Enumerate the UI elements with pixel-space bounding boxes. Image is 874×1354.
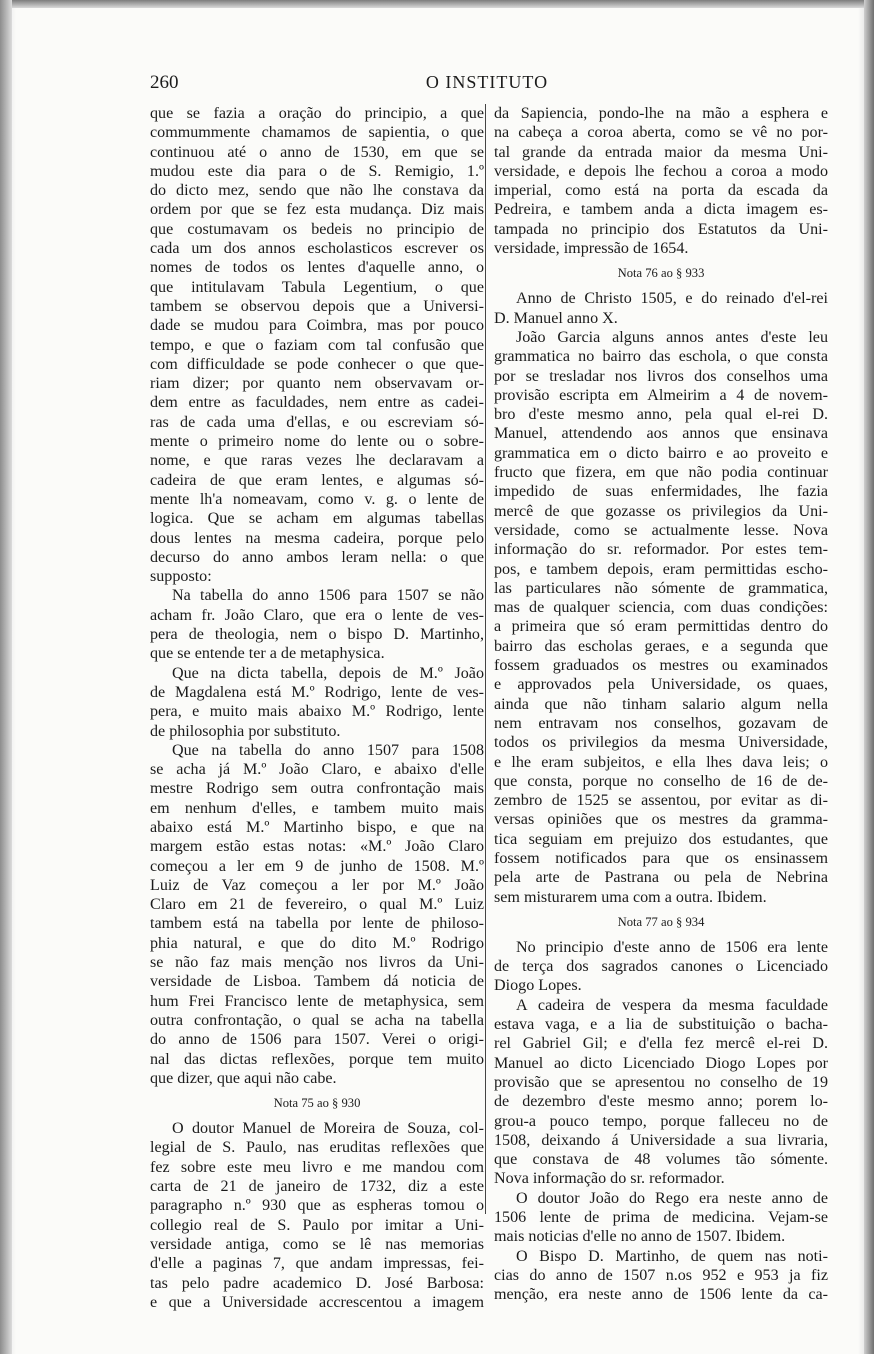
- text-line: Que na tabella do anno 1507 para 1508: [172, 741, 484, 759]
- text-line: começou a ler em 9 de junho de 1508. M.º: [150, 857, 484, 875]
- paragraph: [494, 996, 828, 1189]
- text-line: bro d'este mesmo anno, pela qual el-rei D.: [494, 406, 828, 424]
- text-line: Nova informação do sr. reformador.: [494, 1170, 725, 1188]
- text-line: rel Gabriel Gil; e d'ella fez mercê el-rei D.: [494, 1035, 828, 1053]
- text-line: Manuel, attendendo aos annos que ensinava: [494, 425, 828, 443]
- text-line: tampada no principio dos Estatutos da Uni-: [494, 220, 828, 238]
- text-line: zembro de 1525 se assentou, por evitar as di-: [494, 792, 828, 810]
- note-heading: Nota 76 ao § 933: [617, 266, 705, 281]
- left-column: [150, 104, 484, 1312]
- text-line: mestre Rodrigo sem outra confrontação mais: [150, 780, 484, 798]
- text-line: do anno de 1506 para 1507. Verei o origi-: [150, 1031, 484, 1049]
- text-line: provisão escripta em Almeirim a 4 de novem-: [494, 386, 828, 404]
- text-line: fossem graduados os mestres ou examinados: [494, 657, 828, 675]
- text-line: versidade, impressão de 1654.: [494, 240, 689, 258]
- text-line: impedido de suas enfermidades, lhe fazia: [494, 483, 828, 501]
- text-line: dade se mudou para Coimbra, mas por pouco: [150, 317, 484, 335]
- paragraph: [150, 1119, 484, 1312]
- text-line: nomes de todos os lentes d'aquelle anno, o: [150, 259, 484, 277]
- text-line: mente lh'a nomeavam, como v. g. o lente de: [150, 490, 484, 508]
- text-line: pos, e tambem depois, eram permittidas escho-: [494, 560, 828, 578]
- text-line: tempo, e que o faziam com tal confusão que: [150, 336, 484, 354]
- text-line: pela arte de Pastrana ou pela de Nebrina: [494, 869, 828, 887]
- text-line: que costumavam os bedeis no principio de: [150, 220, 484, 238]
- text-line: e approvados pela Universidade, os quaes,: [494, 676, 828, 694]
- text-line: Anno de Christo 1505, e do reinado d'el-rei: [516, 290, 828, 308]
- text-line: a primeira que só eram permittidas dentro do: [494, 618, 828, 636]
- page-edge-right: [864, 0, 874, 1354]
- text-line: tica seguiam em prejuizo dos estudantes, que: [494, 830, 828, 848]
- text-line: ainda que não tinham salario algum nella: [494, 695, 828, 713]
- text-line: logica. Que se acham em algumas tabellas: [150, 510, 484, 528]
- text-line: tambem está na tabella por lente de philoso-: [150, 915, 484, 933]
- text-line: da Sapiencia, pondo-lhe na mão a esphera e: [494, 105, 828, 122]
- text-line: que consta, porque no conselho de 16 de de-: [494, 772, 828, 790]
- paragraph: [150, 586, 484, 663]
- text-line: mudou este dia para o de S. Remigio, 1.º: [150, 162, 484, 180]
- text-line: legial de S. Paulo, nas eruditas reflexões que: [150, 1139, 484, 1157]
- text-line: tambem se observou depois que a Universi-: [150, 297, 484, 315]
- text-line: que se entende ter a de metaphysica.: [150, 645, 385, 663]
- text-line: Claro em 21 de fevereiro, o qual M.º Luiz: [150, 896, 484, 914]
- paragraph: [494, 1189, 828, 1247]
- paragraph: [494, 289, 828, 328]
- text-line: margem estão estas notas: «M.º João Claro: [150, 838, 484, 856]
- text-line: pera de theologia, nem o bispo D. Martinho,: [150, 626, 484, 644]
- text-line: acham fr. João Claro, que era o lente de ves-: [150, 606, 484, 624]
- text-line: que constava de 48 volumes tão sómente.: [494, 1151, 828, 1169]
- text-line: do dicto mez, sendo que não lhe constava da: [150, 182, 484, 200]
- text-line: riam dizer; por quanto nem observavam or-: [150, 375, 484, 393]
- text-line: sem misturarem uma com a outra. Ibidem.: [494, 888, 767, 906]
- text-line: fez sobre este meu livro e me mandou com: [150, 1158, 484, 1176]
- text-line: phia natural, e que do dito M.º Rodrigo: [150, 934, 484, 952]
- text-line: que dizer, que aqui não cabe.: [150, 1069, 337, 1087]
- text-line: Luiz de Vaz começou a ler por M.º João: [150, 876, 484, 894]
- text-line: estava vaga, e a lia de substituição o bacha-: [494, 1016, 828, 1034]
- text-line: dem entre as faculdades, nem entre as cadei-: [150, 394, 484, 412]
- page-edge-top: [0, 0, 874, 8]
- text-line: fossem notificados para que os ensinassem: [494, 849, 828, 867]
- text-line: tas pelo padre academico D. José Barbosa:: [150, 1274, 484, 1292]
- text-line: D. Manuel anno X.: [494, 309, 618, 327]
- text-line: paragrapho n.º 930 que as espheras tomou o: [150, 1197, 484, 1215]
- text-line: Que na dicta tabella, depois de M.º João: [172, 664, 484, 682]
- text-line: em nenhum d'elles, e tambem muito mais: [150, 799, 484, 817]
- text-line: versidade antiga, como se lê nas memorias: [150, 1235, 484, 1253]
- text-line: Pedreira, e tambem anda a dicta imagem es-: [494, 201, 828, 219]
- text-line: fructo que fizera, em que não podia continuar: [494, 464, 828, 482]
- text-line: dous lentes na mesma cadeira, porque pelo: [150, 529, 484, 547]
- text-line: O Bispo D. Martinho, de quem nas noti-: [516, 1247, 828, 1265]
- text-line: mais noticias d'elle no anno de 1507. Ibidem.: [494, 1228, 786, 1246]
- text-line: abaixo está M.º Martinho bispo, e que na: [150, 818, 484, 836]
- text-line: que intitulavam Tabula Legentium, o que: [150, 278, 484, 296]
- text-line: mercê de que gozasse os privilegios da Uni-: [494, 502, 828, 520]
- text-line: nome, e que raras vezes lhe declaravam a: [150, 452, 484, 470]
- text-line: bairro das escholas geraes, e a segunda que: [494, 637, 828, 655]
- text-line: versas opiniões que os mestres da gramma-: [494, 811, 828, 829]
- text-line: outra confrontação, o qual se acha na tabella: [150, 1011, 484, 1029]
- text-line: se não faz mais menção nos livros da Uni-: [150, 954, 484, 972]
- text-line: provisão que se apresentou no conselho de 19: [494, 1073, 828, 1091]
- text-line: No principio d'este anno de 1506 era lente: [516, 938, 828, 956]
- text-line: por se tresladar nos livros dos conselhos uma: [494, 367, 828, 385]
- paragraph: [494, 1247, 828, 1305]
- text-line: de dezembro d'este mesmo anno; porem lo-: [494, 1093, 828, 1111]
- text-line: com difficuldade se pode conhecer o que que-: [150, 355, 484, 373]
- text-line: ras de cada uma d'ellas, e ou escreviam só-: [150, 413, 484, 431]
- text-line: Diogo Lopes.: [494, 977, 582, 995]
- page-edge-left: [0, 0, 12, 1354]
- text-line: menção, era neste anno de 1506 lente da ca-: [494, 1286, 828, 1304]
- text-line: nal das dictas reflexões, porque tem muito: [150, 1050, 484, 1068]
- text-line: 1508, deixando á Universidade a sua livraria,: [494, 1131, 828, 1149]
- paragraph: [494, 938, 828, 996]
- text-line: mente o primeiro nome do lente ou o sobre-: [150, 433, 484, 451]
- text-line: grou-a pouco tempo, porque falleceu no de: [494, 1112, 828, 1130]
- text-line: cada um dos annos escholasticos escrever os: [150, 240, 484, 258]
- text-line: grammatica no bairro das eschola, o que consta: [494, 348, 828, 366]
- text-line: commummente chamamos de sapientia, o que: [150, 124, 484, 142]
- text-line: 1506 lente de prima de medicina. Vejam-se: [494, 1209, 828, 1227]
- text-line: cias do anno de 1507 n.os 952 e 953 ja fiz: [494, 1266, 828, 1284]
- text-line: mas de qualquer sciencia, com duas condições:: [494, 599, 828, 617]
- text-line: João Garcia alguns annos antes d'este leu: [516, 328, 828, 346]
- text-line: O doutor Manuel de Moreira de Souza, col-: [172, 1120, 484, 1138]
- text-line: continuou até o anno de 1530, em que se: [150, 143, 484, 161]
- text-line: grammatica em o dicto bairro e ao proveito e: [494, 444, 828, 462]
- text-line: de Magdalena está M.º Rodrigo, lente de ves-: [150, 683, 484, 701]
- text-line: na cabeça a coroa aberta, como se vê no por-: [494, 124, 828, 142]
- text-line: e lhe eram subjeitos, e ella lhes dava leis; o: [494, 753, 828, 771]
- text-line: collegio real de S. Paulo por imitar a Uni-: [150, 1216, 484, 1234]
- text-line: e que a Universidade accrescentou a imagem: [150, 1293, 484, 1311]
- text-line: pera, e muito mais abaixo M.º Rodrigo, lente: [150, 703, 484, 721]
- text-line: cadeira de que eram lentes, e algumas só-: [150, 471, 484, 489]
- text-line: de terça dos sagrados canones o Licenciado: [494, 958, 828, 976]
- text-line: tal grande da entrada maior da mesma Uni-: [494, 143, 828, 161]
- text-line: las particulares não sómente de grammatica,: [494, 579, 828, 597]
- paragraph: [494, 104, 828, 258]
- text-line: supposto:: [150, 568, 212, 586]
- text-line: informação do sr. reformador. Por estes tem-: [494, 541, 828, 559]
- text-line: carta de 21 de janeiro de 1732, diz a este: [150, 1178, 484, 1196]
- journal-title: O INSTITUTO: [425, 72, 549, 92]
- text-line: hum Frei Francisco lente de metaphysica, sem: [150, 992, 484, 1010]
- text-line: versidade, e depois lhe fechou a coroa a modo: [494, 162, 828, 180]
- running-head: [148, 70, 826, 98]
- text-line: O doutor João do Rego era neste anno de: [516, 1189, 828, 1207]
- text-line: decurso do anno ambos leram nella: o que: [150, 548, 484, 566]
- note-heading: Nota 77 ao § 934: [617, 914, 705, 929]
- text-line: Manuel ao dicto Licenciado Diogo Lopes por: [494, 1054, 828, 1072]
- text-line: versidade, como se actualmente lesse. Nova: [494, 521, 828, 539]
- column-divider: [485, 104, 486, 1214]
- text-line: todos os privilegios da mesma Universidade,: [494, 734, 828, 752]
- text-line: Na tabella do anno 1506 para 1507 se não: [172, 587, 484, 605]
- note-heading: Nota 75 ao § 930: [273, 1096, 361, 1111]
- paragraph: [150, 741, 484, 1088]
- right-column: [494, 104, 828, 1305]
- text-line: A cadeira de vespera da mesma faculdade: [516, 996, 828, 1014]
- text-line: que se fazia a oração do principio, a que: [150, 105, 484, 122]
- text-line: se acha já M.º João Claro, e abaixo d'elle: [150, 761, 484, 779]
- paragraph: [150, 664, 484, 741]
- text-line: imperial, como está na porta da escada da: [494, 182, 828, 200]
- text-line: ordem por que se fez esta mudança. Diz mais: [150, 201, 484, 219]
- text-line: de philosophia por substituto.: [150, 722, 341, 740]
- paragraph: [150, 104, 484, 586]
- paragraph: [494, 328, 828, 907]
- text-line: nem entravam nos conselhos, gozavam de: [494, 714, 828, 732]
- text-line: versidade de Lisboa. Tambem dá noticia de: [150, 973, 484, 991]
- text-line: d'elle a paginas 7, que andam impressas, fei-: [150, 1255, 484, 1273]
- page-number: 260: [150, 72, 179, 93]
